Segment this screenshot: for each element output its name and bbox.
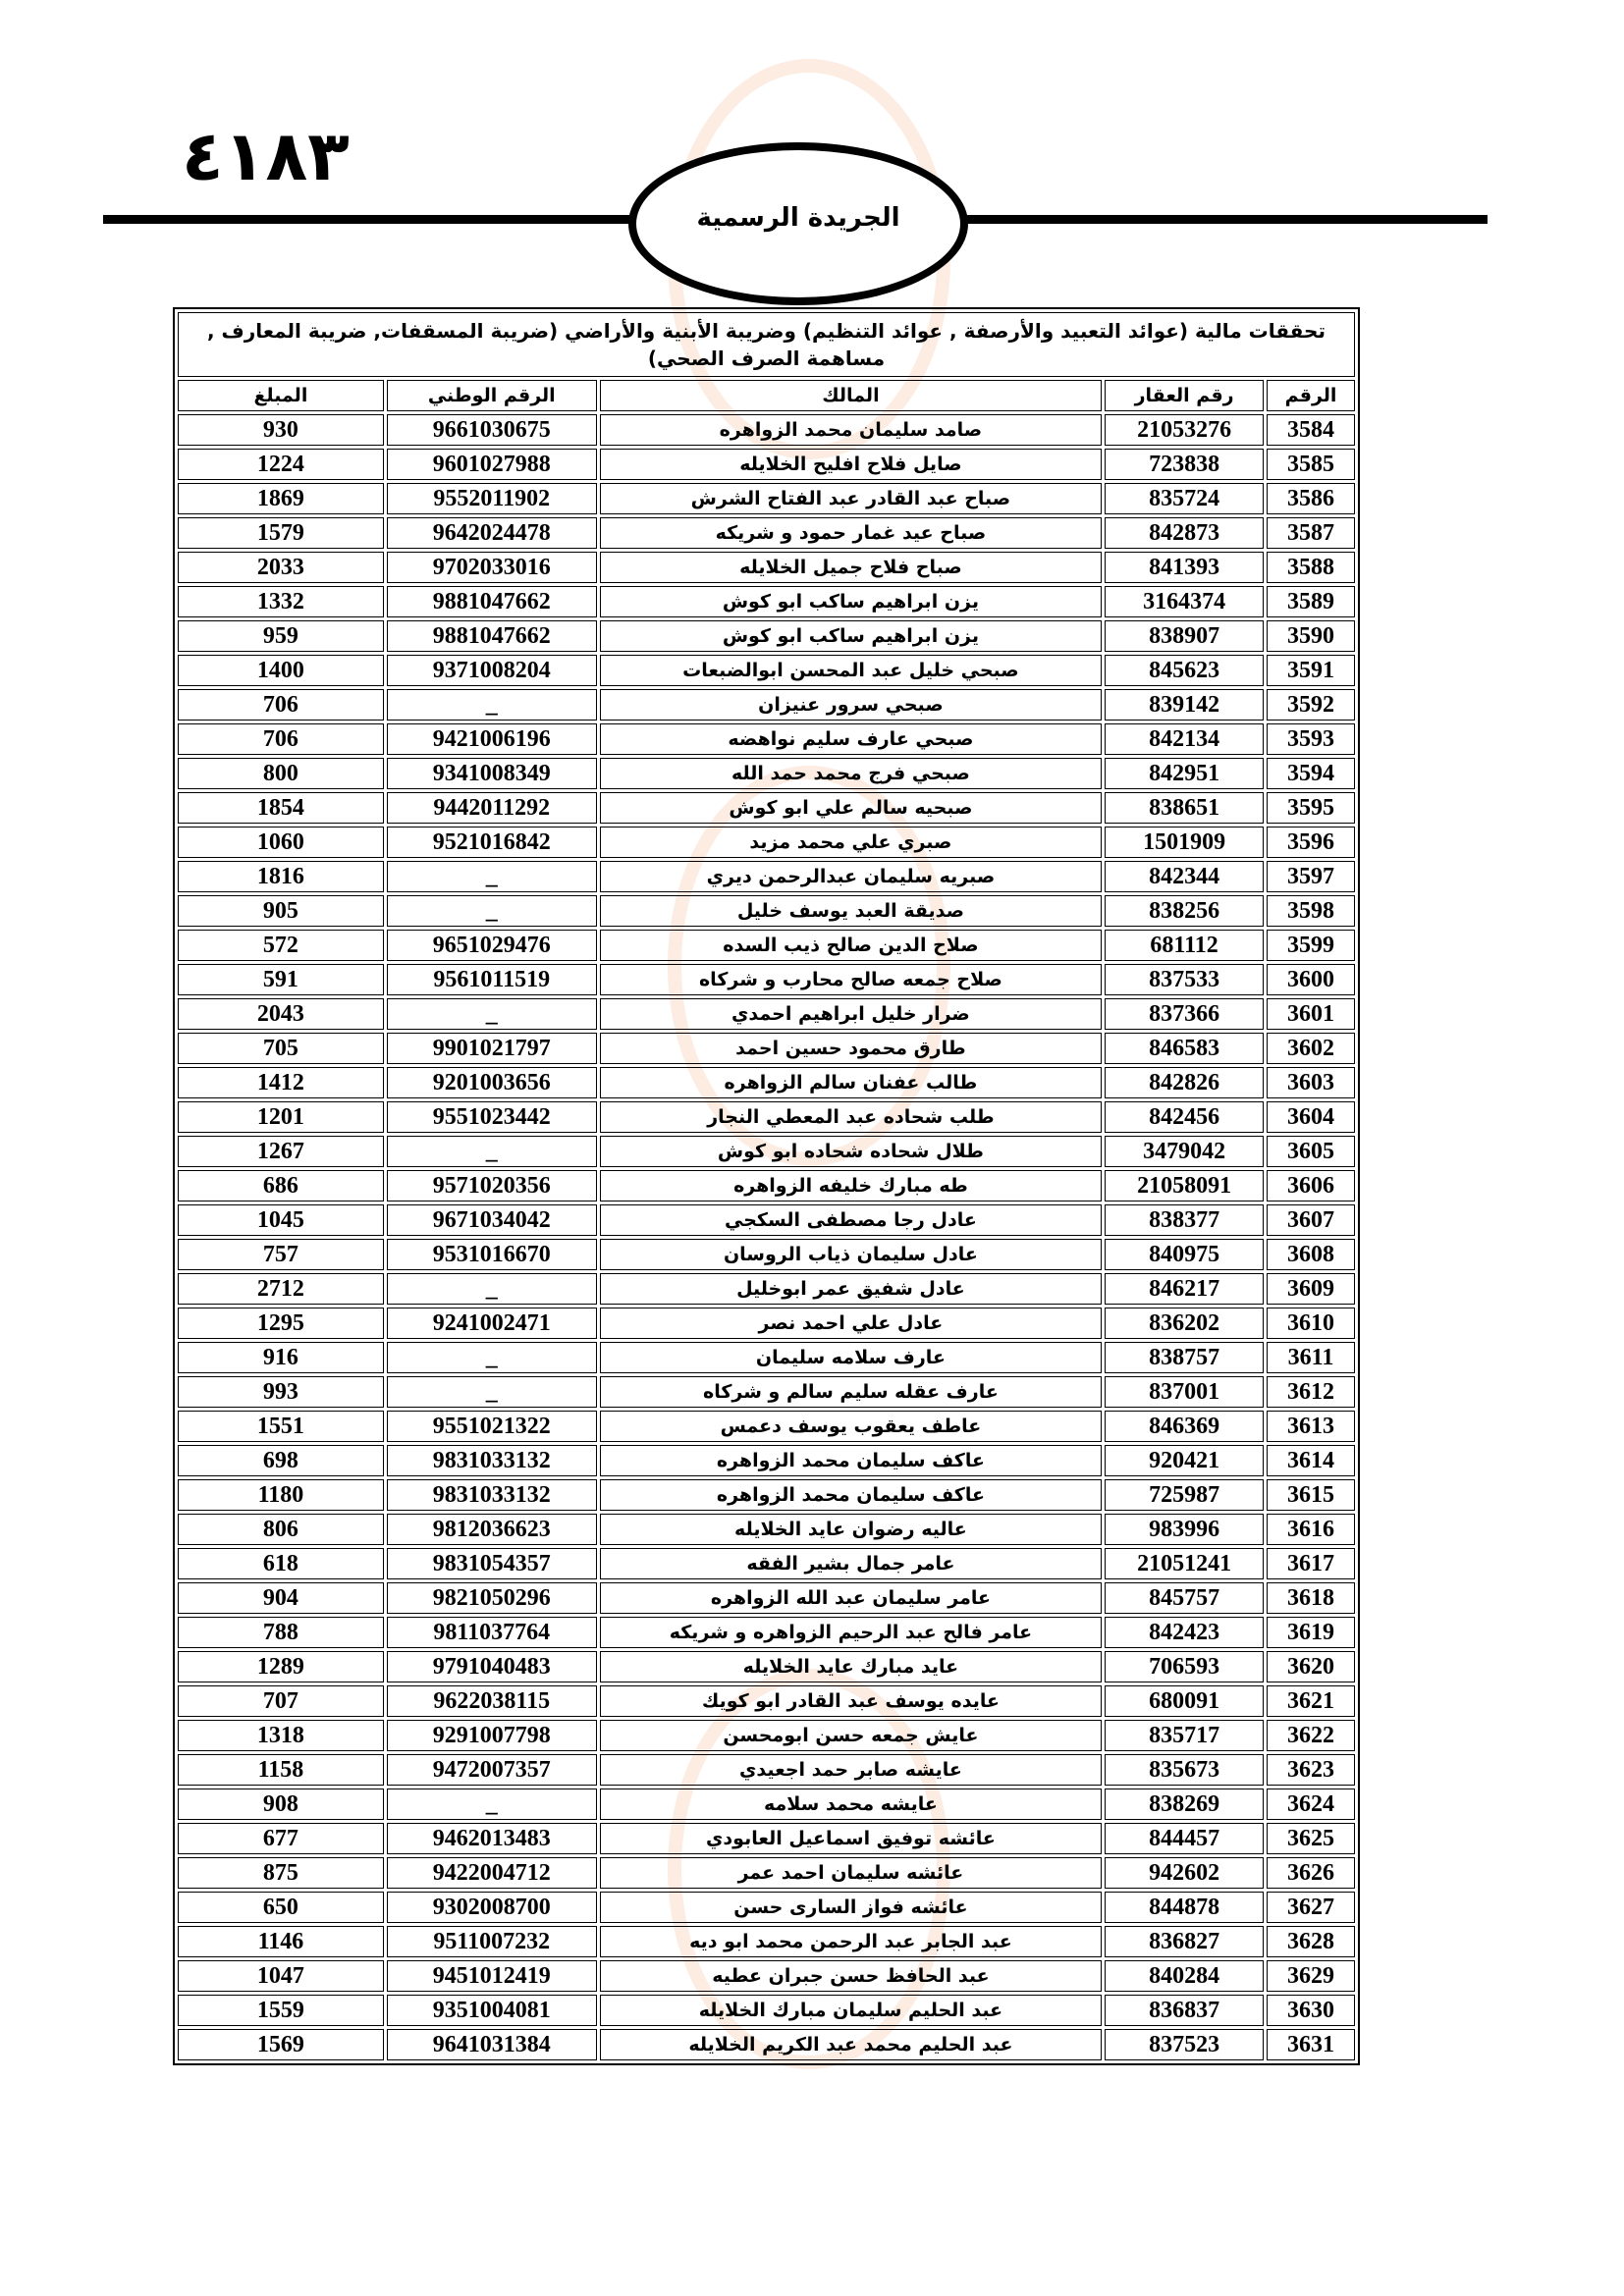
national-id: 9881047662 xyxy=(387,620,597,652)
amount: 1318 xyxy=(178,1720,384,1751)
amount: 1332 xyxy=(178,586,384,617)
national-id: 9831033132 xyxy=(387,1445,597,1476)
owner-name: صلاح الدين صالح ذيب السده xyxy=(600,930,1102,961)
owner-name: عايش جمعه حسن ابومحسن xyxy=(600,1720,1102,1751)
amount: 959 xyxy=(178,620,384,652)
owner-name: عاكف سليمان محمد الزواهره xyxy=(600,1479,1102,1511)
row-number: 3620 xyxy=(1267,1651,1355,1682)
row-number: 3629 xyxy=(1267,1960,1355,1992)
owner-name: صبحي فرج محمد حمد الله xyxy=(600,758,1102,789)
national-id: 9811037764 xyxy=(387,1617,597,1648)
national-id: 9521016842 xyxy=(387,827,597,858)
row-number: 3592 xyxy=(1267,689,1355,721)
row-number: 3595 xyxy=(1267,792,1355,824)
owner-name: صايل فلاح افليح الخلايله xyxy=(600,449,1102,480)
property-number: 942602 xyxy=(1105,1857,1264,1889)
national-id: 9671034042 xyxy=(387,1204,597,1236)
owner-name: عائشه توفيق اسماعيل العابودي xyxy=(600,1823,1102,1854)
amount: 905 xyxy=(178,895,384,927)
amount: 2033 xyxy=(178,552,384,583)
table-row xyxy=(178,1857,1355,1889)
table-row xyxy=(178,1514,1355,1545)
national-id: 9421006196 xyxy=(387,723,597,755)
property-number: 836827 xyxy=(1105,1926,1264,1957)
row-number: 3608 xyxy=(1267,1239,1355,1270)
row-number: 3591 xyxy=(1267,655,1355,686)
row-number: 3594 xyxy=(1267,758,1355,789)
owner-name: عاكف سليمان محمد الزواهره xyxy=(600,1445,1102,1476)
row-number: 3623 xyxy=(1267,1754,1355,1786)
national-id: 9341008349 xyxy=(387,758,597,789)
financial-dues-table xyxy=(173,307,1360,2065)
row-number: 3616 xyxy=(1267,1514,1355,1545)
amount: 1869 xyxy=(178,483,384,514)
row-number: 3614 xyxy=(1267,1445,1355,1476)
row-number: 3589 xyxy=(1267,586,1355,617)
amount: 757 xyxy=(178,1239,384,1270)
table-row xyxy=(178,1101,1355,1133)
property-number: 983996 xyxy=(1105,1514,1264,1545)
row-number: 3600 xyxy=(1267,964,1355,995)
amount: 1158 xyxy=(178,1754,384,1786)
row-number: 3631 xyxy=(1267,2029,1355,2060)
national-id: 9831033132 xyxy=(387,1479,597,1511)
table-row xyxy=(178,1685,1355,1717)
owner-name: يزن ابراهيم ساكب ابو كوش xyxy=(600,586,1102,617)
table-row xyxy=(178,998,1355,1030)
property-number: 725987 xyxy=(1105,1479,1264,1511)
owner-name: عاليه رضوان عايد الخلايله xyxy=(600,1514,1102,1545)
owner-name: عارف عقله سليم سالم و شركاه xyxy=(600,1376,1102,1408)
owner-name: عادل علي احمد نصر xyxy=(600,1308,1102,1339)
property-number: 3164374 xyxy=(1105,586,1264,617)
amount: 1579 xyxy=(178,517,384,549)
national-id: 9821050296 xyxy=(387,1582,597,1614)
row-number: 3585 xyxy=(1267,449,1355,480)
table-row xyxy=(178,517,1355,549)
amount: 2043 xyxy=(178,998,384,1030)
row-number: 3613 xyxy=(1267,1411,1355,1442)
owner-name: عايشه محمد سلامه xyxy=(600,1789,1102,1820)
table-row xyxy=(178,586,1355,617)
table-row xyxy=(178,792,1355,824)
amount: 698 xyxy=(178,1445,384,1476)
table-row xyxy=(178,1720,1355,1751)
row-number: 3596 xyxy=(1267,827,1355,858)
property-number: 835724 xyxy=(1105,483,1264,514)
table-body xyxy=(178,414,1355,2060)
amount: 930 xyxy=(178,414,384,446)
owner-name: عادل سليمان ذياب الروسان xyxy=(600,1239,1102,1270)
amount: 706 xyxy=(178,723,384,755)
row-number: 3601 xyxy=(1267,998,1355,1030)
property-number: 838269 xyxy=(1105,1789,1264,1820)
property-number: 723838 xyxy=(1105,449,1264,480)
table-row xyxy=(178,552,1355,583)
property-number: 842826 xyxy=(1105,1067,1264,1098)
property-number: 836202 xyxy=(1105,1308,1264,1339)
amount: 1289 xyxy=(178,1651,384,1682)
national-id: 9641031384 xyxy=(387,2029,597,2060)
amount: 1400 xyxy=(178,655,384,686)
amount: 1569 xyxy=(178,2029,384,2060)
column-header-amount: المبلغ xyxy=(178,380,384,411)
property-number: 839142 xyxy=(1105,689,1264,721)
owner-name: عاطف يعقوب يوسف دعمس xyxy=(600,1411,1102,1442)
amount: 875 xyxy=(178,1857,384,1889)
owner-name: صباح فلاح جميل الخلايله xyxy=(600,552,1102,583)
gazette-title: الجريدة الرسمية xyxy=(696,203,900,233)
owner-name: صباح عيد غمار حمود و شريكه xyxy=(600,517,1102,549)
owner-name: صبريه سليمان عبدالرحمن ديري xyxy=(600,861,1102,892)
owner-name: طه مبارك خليفه الزواهره xyxy=(600,1170,1102,1201)
table-row xyxy=(178,1308,1355,1339)
row-number: 3621 xyxy=(1267,1685,1355,1717)
property-number: 846583 xyxy=(1105,1033,1264,1064)
national-id: 9571020356 xyxy=(387,1170,597,1201)
property-number: 837533 xyxy=(1105,964,1264,995)
table-row xyxy=(178,1273,1355,1305)
owner-name: صباح عبد القادر عبد الفتاح الشرش xyxy=(600,483,1102,514)
owner-name: صبحي خليل عبد المحسن ابوالضبعات xyxy=(600,655,1102,686)
row-number: 3626 xyxy=(1267,1857,1355,1889)
row-number: 3609 xyxy=(1267,1273,1355,1305)
property-number: 838907 xyxy=(1105,620,1264,652)
row-number: 3610 xyxy=(1267,1308,1355,1339)
owner-name: عادل شفيق عمر ابوخليل xyxy=(600,1273,1102,1305)
gazette-title-seal xyxy=(628,142,968,305)
property-number: 836837 xyxy=(1105,1995,1264,2026)
amount: 1559 xyxy=(178,1995,384,2026)
table-row xyxy=(178,1789,1355,1820)
amount: 706 xyxy=(178,689,384,721)
national-id: 9552011902 xyxy=(387,483,597,514)
amount: 1295 xyxy=(178,1308,384,1339)
owner-name: عايده يوسف عبد القادر ابو كويك xyxy=(600,1685,1102,1717)
table-row xyxy=(178,1823,1355,1854)
owner-name: يزن ابراهيم ساكب ابو كوش xyxy=(600,620,1102,652)
property-number: 838256 xyxy=(1105,895,1264,927)
national-id: _ xyxy=(387,1376,597,1408)
table-row xyxy=(178,689,1355,721)
row-number: 3619 xyxy=(1267,1617,1355,1648)
national-id: 9472007357 xyxy=(387,1754,597,1786)
property-number: 845757 xyxy=(1105,1582,1264,1614)
national-id: 9451012419 xyxy=(387,1960,597,1992)
property-number: 706593 xyxy=(1105,1651,1264,1682)
national-id: _ xyxy=(387,1136,597,1167)
amount: 1224 xyxy=(178,449,384,480)
national-id: _ xyxy=(387,1342,597,1373)
property-number: 842423 xyxy=(1105,1617,1264,1648)
row-number: 3587 xyxy=(1267,517,1355,549)
amount: 904 xyxy=(178,1582,384,1614)
amount: 707 xyxy=(178,1685,384,1717)
table-row xyxy=(178,1033,1355,1064)
row-number: 3627 xyxy=(1267,1892,1355,1923)
amount: 1146 xyxy=(178,1926,384,1957)
national-id: 9241002471 xyxy=(387,1308,597,1339)
property-number: 21058091 xyxy=(1105,1170,1264,1201)
national-id: 9881047662 xyxy=(387,586,597,617)
row-number: 3599 xyxy=(1267,930,1355,961)
amount: 1060 xyxy=(178,827,384,858)
table-row xyxy=(178,895,1355,927)
owner-name: عبد الحليم محمد عبد الكريم الخلايله xyxy=(600,2029,1102,2060)
table-row xyxy=(178,1342,1355,1373)
table-row xyxy=(178,1204,1355,1236)
property-number: 1501909 xyxy=(1105,827,1264,858)
property-number: 837523 xyxy=(1105,2029,1264,2060)
amount: 993 xyxy=(178,1376,384,1408)
national-id: _ xyxy=(387,895,597,927)
national-id: 9901021797 xyxy=(387,1033,597,1064)
owner-name: ضرار خليل ابراهيم احمدي xyxy=(600,998,1102,1030)
column-header-owner: المالك xyxy=(600,380,1102,411)
property-number: 835717 xyxy=(1105,1720,1264,1751)
owner-name: عايشه صابر حمد اجعيدي xyxy=(600,1754,1102,1786)
national-id: _ xyxy=(387,998,597,1030)
owner-name: طلال شحاده شحاده ابو كوش xyxy=(600,1136,1102,1167)
amount: 1551 xyxy=(178,1411,384,1442)
national-id: _ xyxy=(387,861,597,892)
property-number: 838377 xyxy=(1105,1204,1264,1236)
amount: 1854 xyxy=(178,792,384,824)
amount: 806 xyxy=(178,1514,384,1545)
amount: 2712 xyxy=(178,1273,384,1305)
owner-name: صبحيه سالم علي ابو كوش xyxy=(600,792,1102,824)
row-number: 3624 xyxy=(1267,1789,1355,1820)
amount: 650 xyxy=(178,1892,384,1923)
national-id: 9201003656 xyxy=(387,1067,597,1098)
property-number: 920421 xyxy=(1105,1445,1264,1476)
national-id: 9462013483 xyxy=(387,1823,597,1854)
amount: 1201 xyxy=(178,1101,384,1133)
owner-name: صبحي عارف سليم نواهضه xyxy=(600,723,1102,755)
owner-name: عبد الحليم سليمان مبارك الخلايله xyxy=(600,1995,1102,2026)
row-number: 3611 xyxy=(1267,1342,1355,1373)
table-row xyxy=(178,758,1355,789)
owner-name: عبد الحافظ حسن جبران عطيه xyxy=(600,1960,1102,1992)
table-row xyxy=(178,1995,1355,2026)
table-row xyxy=(178,1582,1355,1614)
table-row xyxy=(178,620,1355,652)
table-row xyxy=(178,1960,1355,1992)
table-row xyxy=(178,1479,1355,1511)
row-number: 3584 xyxy=(1267,414,1355,446)
amount: 916 xyxy=(178,1342,384,1373)
property-number: 842873 xyxy=(1105,517,1264,549)
property-number: 846369 xyxy=(1105,1411,1264,1442)
national-id: 9531016670 xyxy=(387,1239,597,1270)
national-id: 9551021322 xyxy=(387,1411,597,1442)
row-number: 3602 xyxy=(1267,1033,1355,1064)
table-row xyxy=(178,1445,1355,1476)
property-number: 842456 xyxy=(1105,1101,1264,1133)
national-id: 9831054357 xyxy=(387,1548,597,1579)
owner-name: عامر فالح عبد الرحيم الزواهره و شريكه xyxy=(600,1617,1102,1648)
national-id: _ xyxy=(387,1789,597,1820)
row-number: 3593 xyxy=(1267,723,1355,755)
national-id: 9442011292 xyxy=(387,792,597,824)
table-row xyxy=(178,1651,1355,1682)
national-id: 9812036623 xyxy=(387,1514,597,1545)
table-row xyxy=(178,930,1355,961)
property-number: 838757 xyxy=(1105,1342,1264,1373)
amount: 1045 xyxy=(178,1204,384,1236)
row-number: 3607 xyxy=(1267,1204,1355,1236)
table-row xyxy=(178,1376,1355,1408)
row-number: 3598 xyxy=(1267,895,1355,927)
row-number: 3612 xyxy=(1267,1376,1355,1408)
owner-name: عبد الجابر عبد الرحمن محمد ابو ديه xyxy=(600,1926,1102,1957)
table-row xyxy=(178,964,1355,995)
amount: 705 xyxy=(178,1033,384,1064)
property-number: 846217 xyxy=(1105,1273,1264,1305)
owner-name: صبري علي محمد مزيد xyxy=(600,827,1102,858)
row-number: 3615 xyxy=(1267,1479,1355,1511)
row-number: 3618 xyxy=(1267,1582,1355,1614)
amount: 1412 xyxy=(178,1067,384,1098)
national-id: _ xyxy=(387,689,597,721)
table-row xyxy=(178,1892,1355,1923)
property-number: 837001 xyxy=(1105,1376,1264,1408)
property-number: 840284 xyxy=(1105,1960,1264,1992)
table-row xyxy=(178,1136,1355,1167)
table-row xyxy=(178,861,1355,892)
amount: 618 xyxy=(178,1548,384,1579)
owner-name: صلاح جمعه صالح محارب و شركاه xyxy=(600,964,1102,995)
national-id: 9511007232 xyxy=(387,1926,597,1957)
property-number: 21051241 xyxy=(1105,1548,1264,1579)
amount: 1047 xyxy=(178,1960,384,1992)
owner-name: عادل رجا مصطفى السكجي xyxy=(600,1204,1102,1236)
national-id: 9702033016 xyxy=(387,552,597,583)
national-id: 9302008700 xyxy=(387,1892,597,1923)
property-number: 681112 xyxy=(1105,930,1264,961)
national-id: 9622038115 xyxy=(387,1685,597,1717)
row-number: 3625 xyxy=(1267,1823,1355,1854)
property-number: 840975 xyxy=(1105,1239,1264,1270)
national-id: 9422004712 xyxy=(387,1857,597,1889)
property-number: 842344 xyxy=(1105,861,1264,892)
row-number: 3628 xyxy=(1267,1926,1355,1957)
property-number: 3479042 xyxy=(1105,1136,1264,1167)
table-row xyxy=(178,827,1355,858)
property-number: 841393 xyxy=(1105,552,1264,583)
table-row xyxy=(178,1926,1355,1957)
amount: 1267 xyxy=(178,1136,384,1167)
row-number: 3603 xyxy=(1267,1067,1355,1098)
national-id: 9291007798 xyxy=(387,1720,597,1751)
national-id: _ xyxy=(387,1273,597,1305)
owner-name: عامر جمال بشير الفقه xyxy=(600,1548,1102,1579)
row-number: 3605 xyxy=(1267,1136,1355,1167)
column-header-property: رقم العقار xyxy=(1105,380,1264,411)
table-row xyxy=(178,1239,1355,1270)
property-number: 837366 xyxy=(1105,998,1264,1030)
amount: 677 xyxy=(178,1823,384,1854)
owner-name: طالب عفنان سالم الزواهره xyxy=(600,1067,1102,1098)
owner-name: طارق محمود حسين احمد xyxy=(600,1033,1102,1064)
national-id: 9551023442 xyxy=(387,1101,597,1133)
property-number: 844878 xyxy=(1105,1892,1264,1923)
national-id: 9351004081 xyxy=(387,1995,597,2026)
table-row xyxy=(178,483,1355,514)
table-row xyxy=(178,1411,1355,1442)
national-id: 9371008204 xyxy=(387,655,597,686)
owner-name: عارف سلامه سليمان xyxy=(600,1342,1102,1373)
property-number: 845623 xyxy=(1105,655,1264,686)
column-header-national-id: الرقم الوطني xyxy=(387,380,597,411)
amount: 591 xyxy=(178,964,384,995)
row-number: 3604 xyxy=(1267,1101,1355,1133)
table-row xyxy=(178,1067,1355,1098)
property-number: 838651 xyxy=(1105,792,1264,824)
property-number: 21053276 xyxy=(1105,414,1264,446)
national-id: 9651029476 xyxy=(387,930,597,961)
row-number: 3617 xyxy=(1267,1548,1355,1579)
table-title: تحققات مالية (عوائد التعبيد والأرصفة , عوائد التنظيم) وضريبة الأبنية والأراضي (ضريبة المسقفات, ضريبة المعارف , مساهمة الصرف الصحي) xyxy=(178,312,1355,377)
table-row xyxy=(178,1617,1355,1648)
owner-name: صديقة العبد يوسف خليل xyxy=(600,895,1102,927)
table-row xyxy=(178,723,1355,755)
owner-name: عائشه سليمان احمد عمر xyxy=(600,1857,1102,1889)
row-number: 3597 xyxy=(1267,861,1355,892)
amount: 800 xyxy=(178,758,384,789)
amount: 908 xyxy=(178,1789,384,1820)
property-number: 842134 xyxy=(1105,723,1264,755)
owner-name: عايد مبارك عايد الخلايله xyxy=(600,1651,1102,1682)
table-row xyxy=(178,1754,1355,1786)
national-id: 9642024478 xyxy=(387,517,597,549)
table-row xyxy=(178,1170,1355,1201)
table-row xyxy=(178,1548,1355,1579)
table-row xyxy=(178,2029,1355,2060)
row-number: 3586 xyxy=(1267,483,1355,514)
owner-name: صامد سليمان محمد الزواهره xyxy=(600,414,1102,446)
row-number: 3588 xyxy=(1267,552,1355,583)
table-row xyxy=(178,655,1355,686)
row-number: 3630 xyxy=(1267,1995,1355,2026)
property-number: 844457 xyxy=(1105,1823,1264,1854)
amount: 1180 xyxy=(178,1479,384,1511)
national-id: 9601027988 xyxy=(387,449,597,480)
property-number: 835673 xyxy=(1105,1754,1264,1786)
row-number: 3590 xyxy=(1267,620,1355,652)
table-row xyxy=(178,449,1355,480)
amount: 686 xyxy=(178,1170,384,1201)
column-header-number: الرقم xyxy=(1267,380,1355,411)
amount: 572 xyxy=(178,930,384,961)
page-number: ٤١٨٣ xyxy=(182,116,350,196)
amount: 788 xyxy=(178,1617,384,1648)
amount: 1816 xyxy=(178,861,384,892)
row-number: 3622 xyxy=(1267,1720,1355,1751)
national-id: 9561011519 xyxy=(387,964,597,995)
table-row xyxy=(178,414,1355,446)
owner-name: عامر سليمان عبد الله الزواهره xyxy=(600,1582,1102,1614)
owner-name: عائشه فواز السارى حسن xyxy=(600,1892,1102,1923)
national-id: 9791040483 xyxy=(387,1651,597,1682)
owner-name: طلب شحاده عبد المعطي النجار xyxy=(600,1101,1102,1133)
property-number: 842951 xyxy=(1105,758,1264,789)
property-number: 680091 xyxy=(1105,1685,1264,1717)
national-id: 9661030675 xyxy=(387,414,597,446)
row-number: 3606 xyxy=(1267,1170,1355,1201)
owner-name: صبحي سرور عنيزان xyxy=(600,689,1102,721)
